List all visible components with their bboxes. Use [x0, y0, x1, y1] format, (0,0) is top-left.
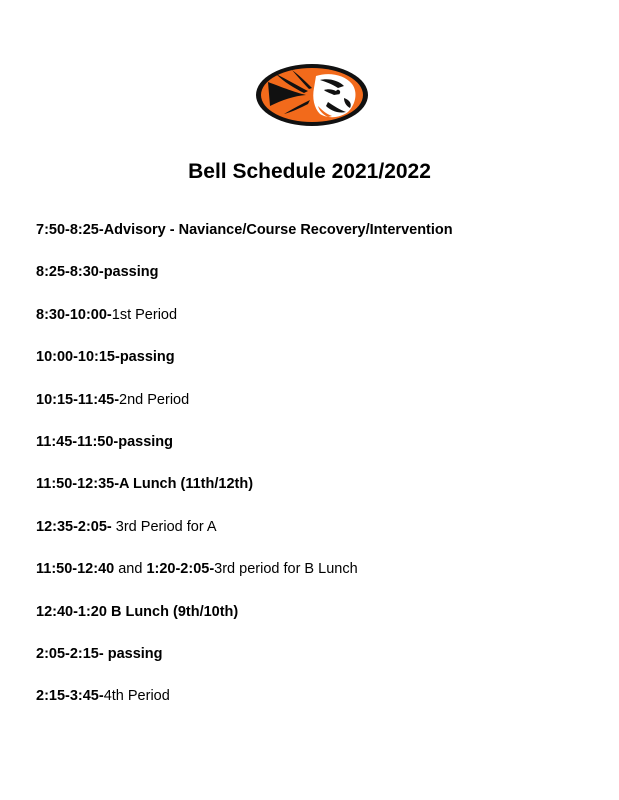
schedule-row: [36, 303, 596, 345]
schedule-time: 10:15-11:45-: [36, 391, 120, 408]
schedule-time: 2:05-2:15- passing: [36, 645, 163, 662]
schedule-description: 2nd Period: [119, 391, 190, 408]
schedule-time: 8:30-10:00-: [36, 306, 112, 323]
schedule-row: [36, 218, 596, 260]
schedule-time: 10:00-10:15-passing: [36, 349, 175, 366]
schedule-time: 12:35-2:05-: [36, 518, 112, 535]
schedule-time: 11:50-12:40: [36, 561, 115, 578]
schedule-row: [36, 557, 596, 599]
schedule-row: [36, 472, 596, 514]
schedule-description: and: [114, 561, 147, 578]
schedule-description: 4th Period: [103, 688, 170, 705]
page-title: Bell Schedule 2021/2022: [188, 160, 431, 183]
schedule-description: 3rd Period for A: [111, 518, 217, 535]
schedule-time: 12:40-1:20 B Lunch (9th/10th): [36, 603, 239, 620]
schedule-description: 1st Period: [111, 306, 178, 323]
schedule-row: [36, 642, 596, 684]
schedule-row: [36, 430, 596, 472]
schedule-row: [36, 388, 596, 430]
tiger-head-logo-icon: [254, 62, 370, 128]
schedule-description: 3rd period for B Lunch: [214, 561, 358, 578]
schedule-row: [36, 260, 596, 302]
schedule-row: [36, 515, 596, 557]
schedule-row: [36, 600, 596, 642]
schedule-time: 11:45-11:50-passing: [36, 433, 174, 450]
schedule-time: 11:50-12:35-A Lunch (11th/12th): [36, 476, 254, 493]
schedule-time: 7:50-8:25-Advisory - Naviance/Course Recovery/Intervention: [36, 222, 453, 238]
schedule-row: [36, 684, 596, 726]
schedule-time: 8:25-8:30-passing: [36, 264, 159, 281]
schedule-row: [36, 345, 596, 387]
schedule-time: 1:20-2:05-: [146, 561, 215, 578]
bell-schedule-list: [36, 218, 596, 727]
schedule-time: 2:15-3:45-: [36, 688, 104, 705]
